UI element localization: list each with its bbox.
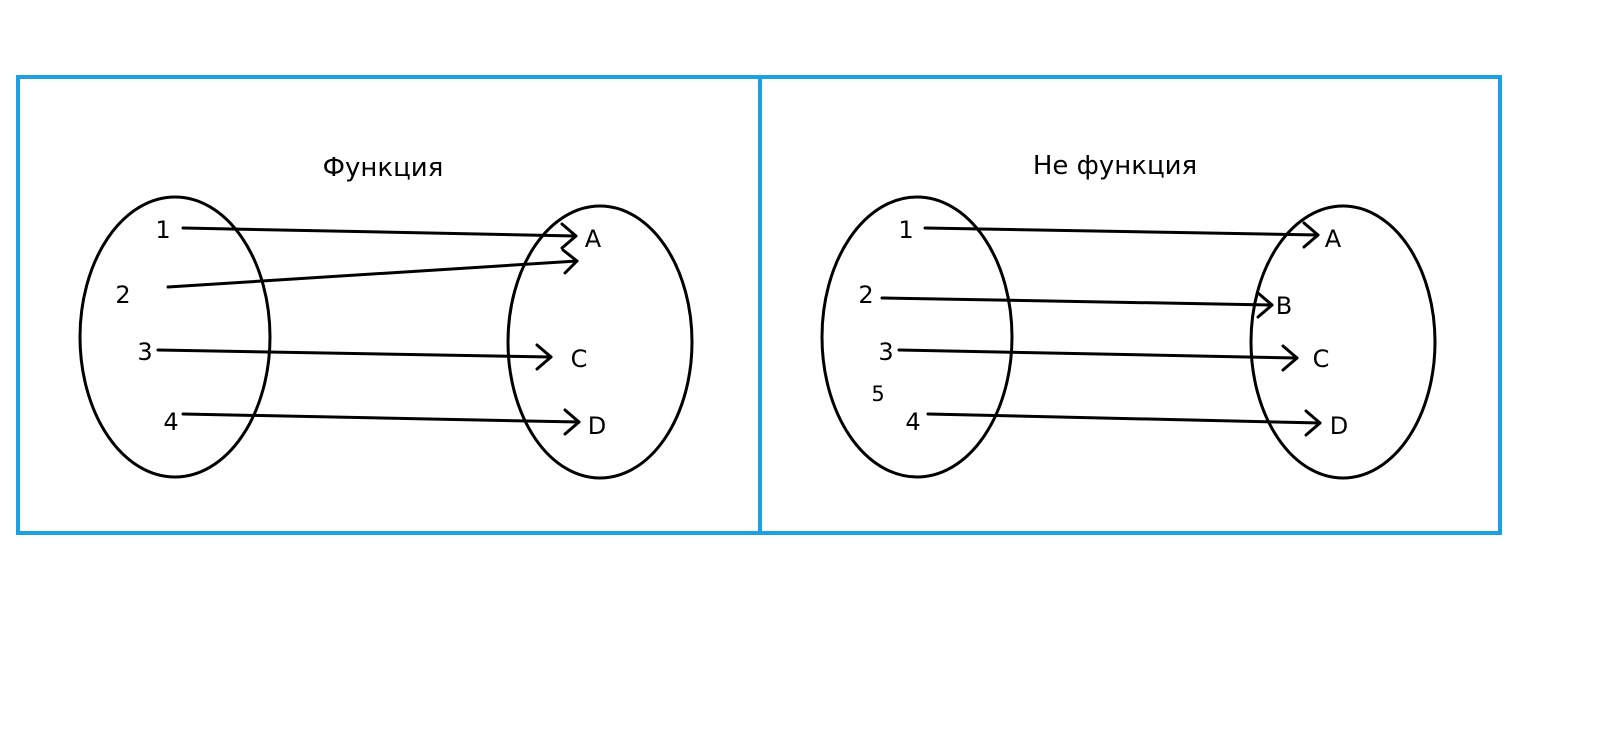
mapping-arrow-2-to-a	[168, 250, 577, 287]
domain-element-4: 4	[905, 408, 921, 436]
codomain-element-a: A	[584, 225, 602, 253]
codomain-element-c: C	[570, 345, 588, 373]
not-function-panel	[822, 151, 1435, 478]
codomain-element-d: D	[587, 412, 607, 440]
codomain-element-a: A	[1324, 225, 1342, 253]
function-panel	[80, 153, 692, 478]
codomain-element-b: B	[1275, 292, 1293, 320]
domain-element-3: 3	[878, 338, 894, 366]
domain-element-2: 2	[858, 281, 874, 309]
domain-element-2: 2	[115, 281, 131, 309]
mapping-arrow-4-to-d	[183, 410, 579, 434]
mapping-arrow-1-to-a	[925, 223, 1318, 247]
codomain-element-c: C	[1312, 345, 1330, 373]
domain-element-3: 3	[137, 338, 153, 366]
domain-element-5: 5	[871, 382, 885, 406]
mapping-arrow-3-to-c	[158, 345, 551, 369]
domain-element-4: 4	[163, 408, 179, 436]
domain-element-1: 1	[898, 216, 914, 244]
mapping-arrow-2-to-b	[882, 293, 1272, 317]
mapping-arrow-3-to-c	[899, 346, 1297, 370]
codomain-element-d: D	[1329, 412, 1349, 440]
function-panel-title: Функция	[322, 153, 444, 183]
not-function-panel-title: Не функция	[1032, 151, 1198, 181]
domain-element-1: 1	[155, 216, 171, 244]
